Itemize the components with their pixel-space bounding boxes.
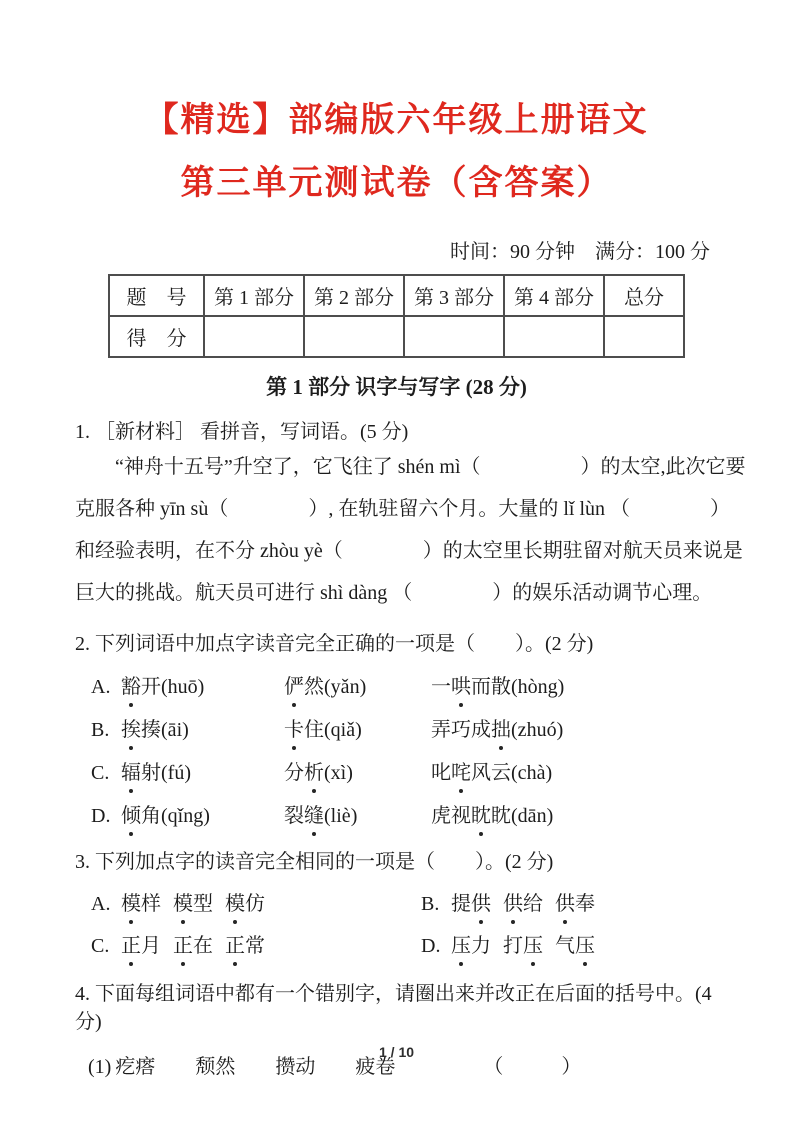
score-empty-cell	[604, 316, 684, 357]
q2-option-row-b	[0, 716, 793, 744]
score-empty-cell	[204, 316, 304, 357]
option-word: 打压	[503, 932, 543, 960]
item-number-label: (1)	[88, 1056, 112, 1078]
q3-option-b	[421, 890, 607, 918]
option-word: 分析(xì)	[284, 759, 431, 787]
option-word: 提供	[451, 890, 491, 918]
option-word: 正在	[173, 932, 213, 960]
score-table-header-cell: 题 号	[109, 275, 204, 316]
q2-option-row-a	[0, 673, 793, 701]
score-empty-cell	[404, 316, 504, 357]
q1-paragraph-line: 克服各种 yīn sù（ ）, 在轨驻留六个月。大量的 lǐ lùn （ ）	[75, 498, 731, 520]
option-word: 一哄而散(hòng)	[431, 673, 564, 701]
paper-title-line-1: 【精选】部编版六年级上册语文	[144, 102, 649, 139]
paper-title-line-2: 第三单元测试卷（含答案）	[180, 164, 613, 202]
time-score-line: 时间：90 分钟 满分：100 分	[450, 241, 710, 263]
option-word: 正常	[225, 932, 265, 960]
option-label: D.	[91, 805, 111, 827]
option-label: D.	[421, 935, 441, 957]
q1-paragraph-line: “神舟十五号”升空了，它飞往了 shén mì（ ）的太空,此次它要	[115, 456, 746, 478]
score-table-header-cell: 第 1 部分	[204, 275, 304, 316]
option-label: C.	[91, 935, 110, 957]
question-3-stem: 3. 下列加点字的读音完全相同的一项是（ ）。(2 分)	[75, 851, 554, 873]
score-table-header-cell: 总分	[604, 275, 684, 316]
q1-paragraph-line: 巨大的挑战。航天员可进行 shì dàng （ ）的娱乐活动调节心理。	[75, 582, 713, 604]
score-empty-cell	[304, 316, 404, 357]
option-word: 气压	[555, 932, 595, 960]
q3-option-d	[421, 932, 607, 960]
question-4-stem: 4. 下面每组词语中都有一个错别字，请圈出来并改正在后面的括号中。(4 分)	[75, 983, 712, 1033]
option-word: 卡住(qiǎ)	[284, 716, 431, 744]
option-word: 弄巧成拙(zhuó)	[431, 716, 563, 744]
score-empty-cell	[504, 316, 604, 357]
q1-paragraph-line: 和经验表明，在不分 zhòu yè（ ）的太空里长期驻留对航天员来说是	[75, 540, 743, 562]
score-row-label: 得 分	[109, 316, 204, 357]
option-label: B.	[421, 893, 440, 915]
option-word: 俨然(yǎn)	[284, 673, 431, 701]
q3-option-row-2	[0, 932, 793, 960]
question-1-stem: 1. ［新材料］ 看拼音，写词语。(5 分)	[75, 421, 409, 443]
item-word: 疲卷	[355, 1056, 396, 1078]
item-word: 颓然	[195, 1056, 236, 1078]
option-label: B.	[91, 719, 110, 741]
option-word: 辐射(fú)	[121, 759, 284, 787]
score-table-header-cell: 第 2 部分	[304, 275, 404, 316]
q2-option-row-c	[0, 759, 793, 787]
q3-option-c	[91, 932, 421, 960]
option-word: 模样	[121, 890, 161, 918]
option-label: C.	[91, 762, 110, 784]
section-1-heading: 第 1 部分 识字与写字 (28 分)	[266, 375, 527, 399]
option-word: 正月	[121, 932, 161, 960]
question-1-paragraph	[0, 446, 793, 614]
q3-option-a	[91, 890, 421, 918]
option-word: 倾角(qǐng)	[121, 802, 284, 830]
score-table-header-cell: 第 3 部分	[404, 275, 504, 316]
option-word: 模仿	[225, 890, 265, 918]
option-word: 裂缝(liè)	[284, 802, 431, 830]
option-word: 豁开(huō)	[121, 673, 284, 701]
option-label: A.	[91, 676, 111, 698]
option-word: 挨揍(āi)	[121, 716, 284, 744]
option-word: 供给	[503, 890, 543, 918]
option-word: 供奉	[555, 890, 595, 918]
item-word: 攒动	[275, 1056, 316, 1078]
score-table-header-row	[109, 275, 684, 316]
answer-brackets: （ ）	[483, 1056, 588, 1078]
option-word: 虎视眈眈(dān)	[431, 802, 553, 830]
score-table	[108, 274, 685, 358]
score-table-header-cell: 第 4 部分	[504, 275, 604, 316]
q2-option-row-d	[0, 802, 793, 830]
option-word: 压力	[451, 932, 491, 960]
option-word: 叱咤风云(chà)	[431, 759, 552, 787]
q3-option-row-1	[0, 890, 793, 918]
question-2-stem: 2. 下列词语中加点字读音完全正确的一项是（ ）。(2 分)	[75, 633, 594, 655]
page-number: 1 / 10	[378, 1044, 415, 1060]
option-label: A.	[91, 893, 111, 915]
option-word: 模型	[173, 890, 213, 918]
item-word: 疙瘩	[115, 1056, 156, 1078]
score-table-score-row	[109, 316, 684, 357]
